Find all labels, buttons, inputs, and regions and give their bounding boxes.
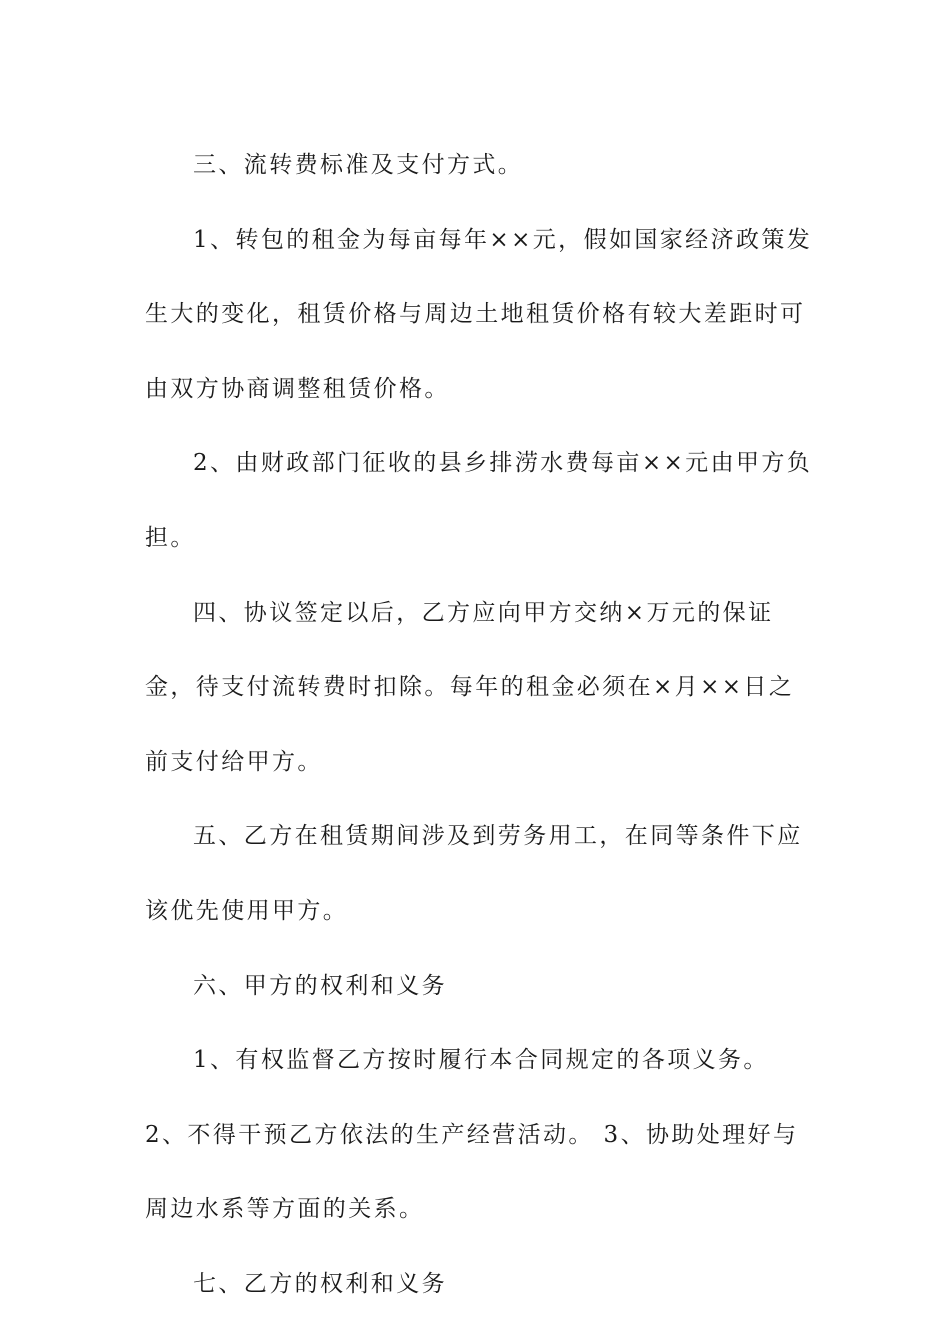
paragraph-labor-priority: 五、乙方在租赁期间涉及到劳务用工，在同等条件下应该优先使用甲方。 xyxy=(145,823,803,924)
paragraph-party-a-obligations: 1、有权监督乙方按时履行本合同规定的各项义务。 2、不得干预乙方依法的生产经营活动。 3、协助处理好与周边水系等方面的关系。 xyxy=(145,1047,799,1223)
section-heading-fee-standard: 三、流转费标准及支付方式。 xyxy=(193,152,524,178)
paragraph-rent-amount: 1、转包的租金为每亩每年××元，假如国家经济政策发生大的变化，租赁价格与周边土地租赁价格有较大差距时可由双方协商调整租赁价格。 xyxy=(145,226,813,402)
paragraph-deposit: 四、协议签定以后，乙方应向甲方交纳×万元的保证金，待支付流转费时扣除。每年的租金必须在×月××日之前支付给甲方。 xyxy=(145,599,795,775)
section-heading-party-a-rights: 六、甲方的权利和义务 xyxy=(193,972,447,999)
paragraph-drainage-fee: 2、由财政部门征收的县乡排涝水费每亩××元由甲方负担。 xyxy=(145,450,813,551)
section-heading-party-b-rights: 七、乙方的权利和义务 xyxy=(193,1270,447,1297)
document-body xyxy=(145,128,815,1322)
